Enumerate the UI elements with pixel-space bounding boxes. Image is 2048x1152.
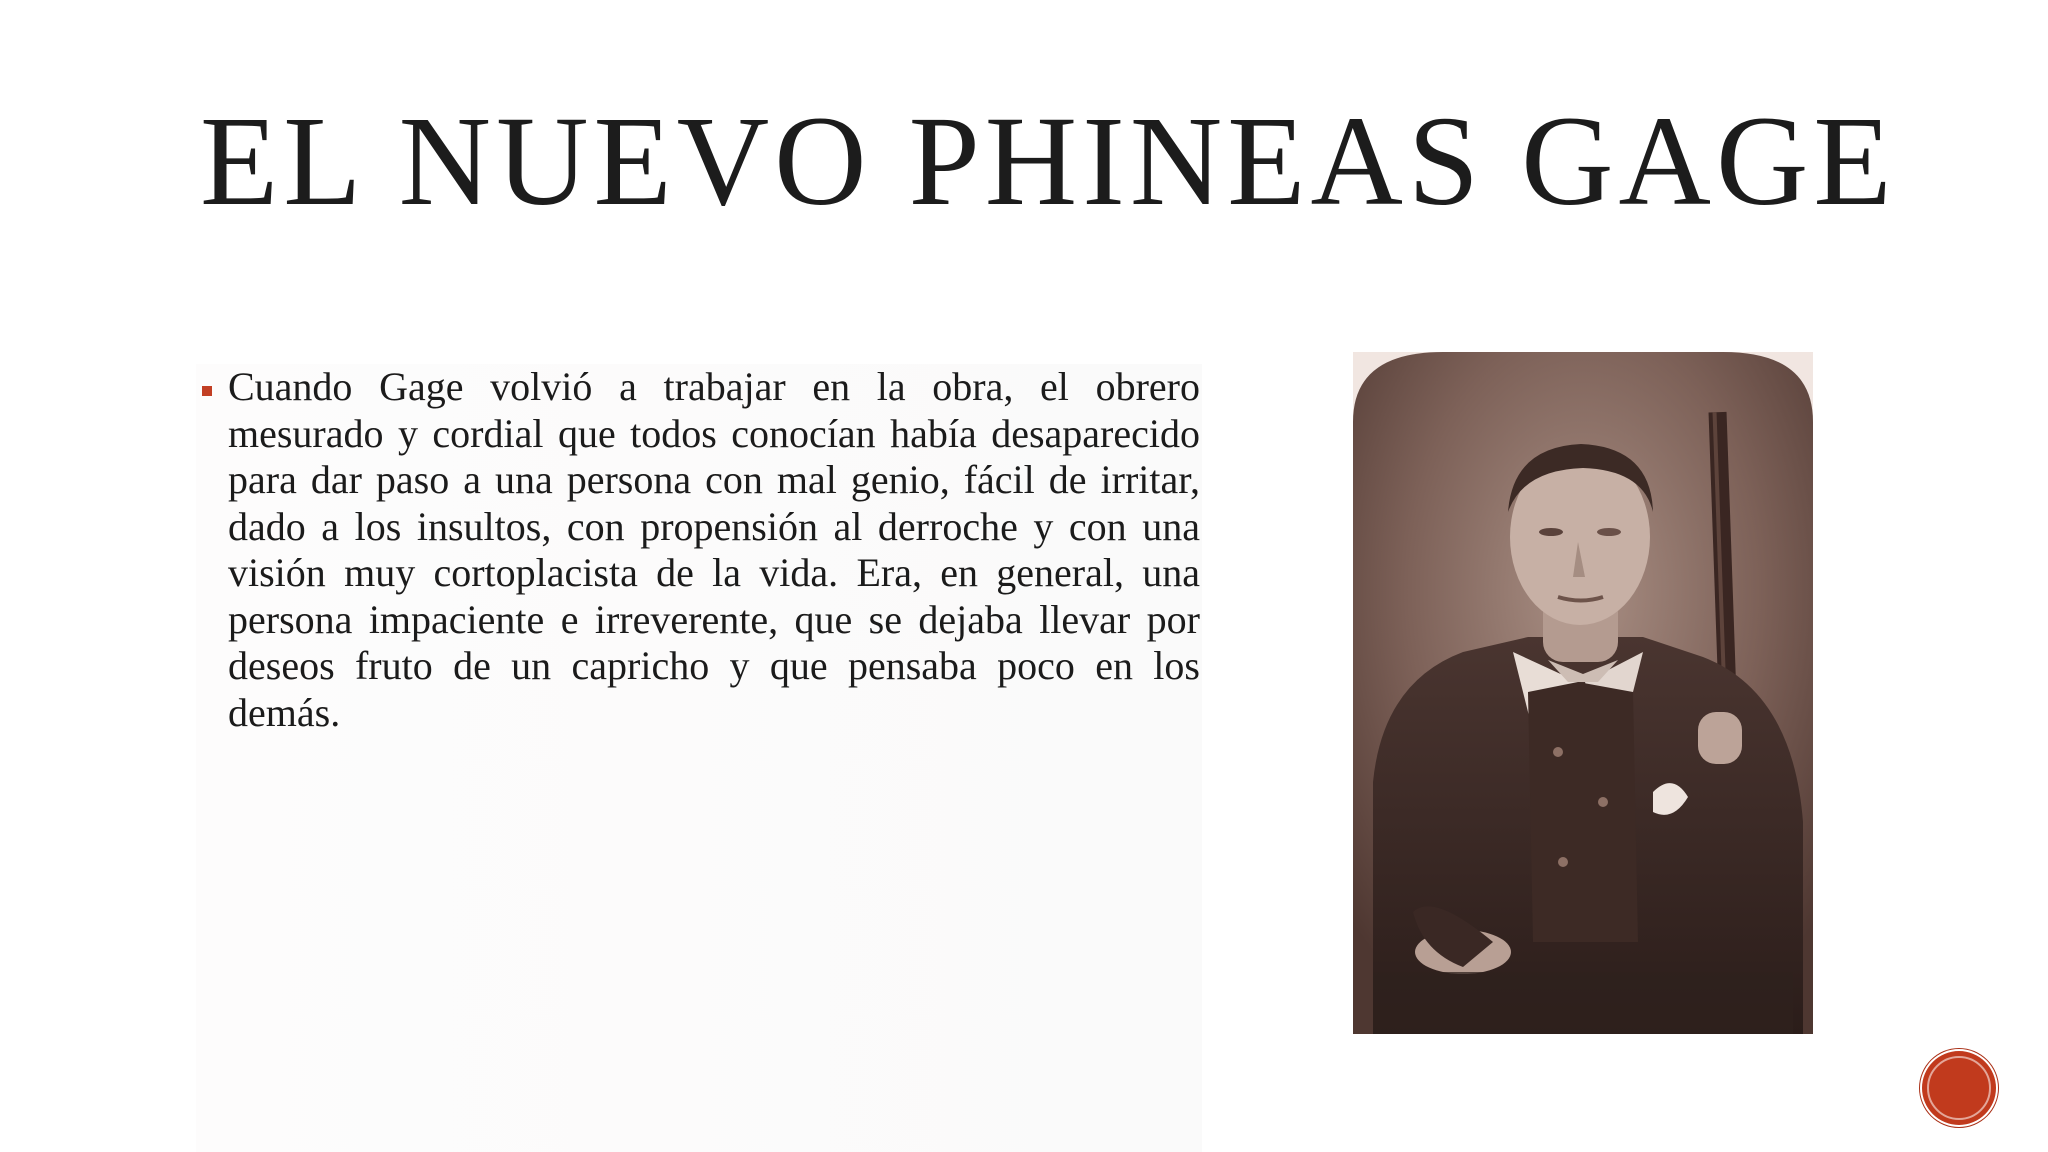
next-slide-button[interactable] — [1920, 1049, 1998, 1127]
slide-title: EL NUEVO PHINEAS GAGE — [200, 90, 1897, 232]
portrait-illustration — [1353, 352, 1813, 1034]
content-panel — [196, 364, 1202, 1152]
square-bullet-icon — [202, 386, 212, 396]
portrait-photo — [1353, 352, 1813, 1034]
bullet-text: Cuando Gage volvió a trabajar en la obra, el obrero mesurado y cordial que todos conocían había desaparecido para dar paso a una persona con mal genio, fácil de irritar, dado a los insultos, con propensión al derroche y con una visión muy cortoplacista de la vida. Era, en general, una persona impaciente e irreverente, que se dejaba llevar por deseos fruto de un capricho y que pensaba poco en los demás. — [228, 364, 1200, 735]
